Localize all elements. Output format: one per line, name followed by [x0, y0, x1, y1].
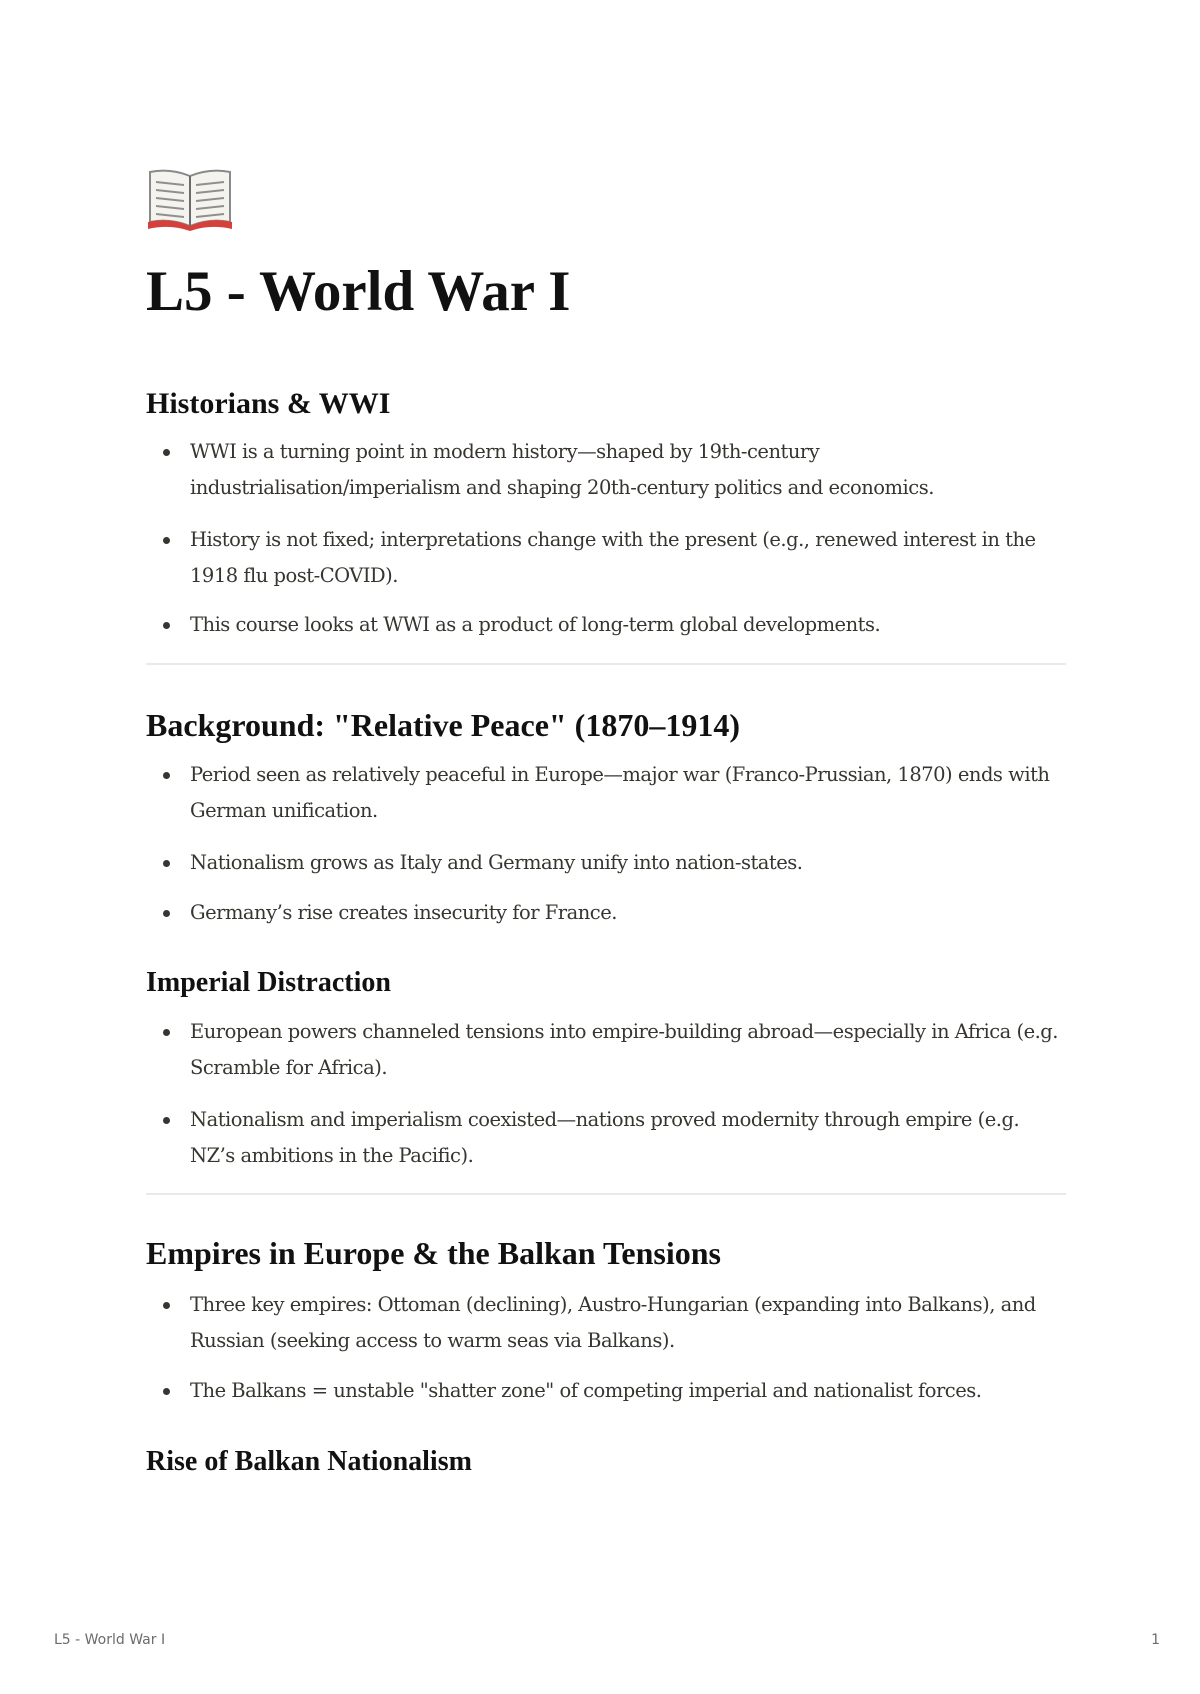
background-bullet-list — [146, 757, 1066, 931]
historians-bullet-list — [146, 434, 1066, 643]
section-heading-historians: Historians & WWI — [146, 387, 391, 420]
list-item: History is not fixed; interpretations change with the present (e.g., renewed interest in the 1918 flu post-COVID). — [146, 522, 1066, 594]
page-title: L5 - World War I — [146, 260, 571, 323]
section-heading-empires: Empires in Europe & the Balkan Tensions — [146, 1235, 721, 1271]
empires-bullet-list — [146, 1287, 1066, 1409]
imperial-bullet-list — [146, 1014, 1066, 1174]
list-item: European powers channeled tensions into empire-building abroad—especially in Africa (e.g. Scramble for Africa). — [146, 1014, 1066, 1086]
footer-doc-title: L5 - World War I — [54, 1632, 166, 1648]
list-item: Nationalism and imperialism coexisted—nations proved modernity through empire (e.g. NZ’s ambitions in the Pacific). — [146, 1102, 1066, 1174]
list-item: Nationalism grows as Italy and Germany unify into nation-states. — [146, 845, 1066, 881]
list-item: Three key empires: Ottoman (declining), Austro-Hungarian (expanding into Balkans), and Russian (seeking access to warm seas via Balkans). — [146, 1287, 1066, 1359]
list-item: The Balkans = unstable "shatter zone" of competing imperial and nationalist forces. — [146, 1373, 1066, 1409]
section-divider — [146, 1193, 1066, 1195]
section-divider — [146, 663, 1066, 665]
list-item: WWI is a turning point in modern history—shaped by 19th-century industrialisation/imperialism and shaping 20th-century politics and economics. — [146, 434, 1066, 506]
section-heading-background: Background: "Relative Peace" (1870–1914) — [146, 707, 740, 743]
subheading-balkan-nationalism: Rise of Balkan Nationalism — [146, 1446, 472, 1477]
list-item: Period seen as relatively peaceful in Europe—major war (Franco-Prussian, 1870) ends with German unification. — [146, 757, 1066, 829]
footer-page-number: 1 — [1151, 1632, 1160, 1648]
subheading-imperial-distraction: Imperial Distraction — [146, 967, 391, 998]
list-item: Germany’s rise creates insecurity for France. — [146, 895, 1066, 931]
open-book-icon — [146, 166, 234, 232]
list-item: This course looks at WWI as a product of long-term global developments. — [146, 607, 1066, 643]
